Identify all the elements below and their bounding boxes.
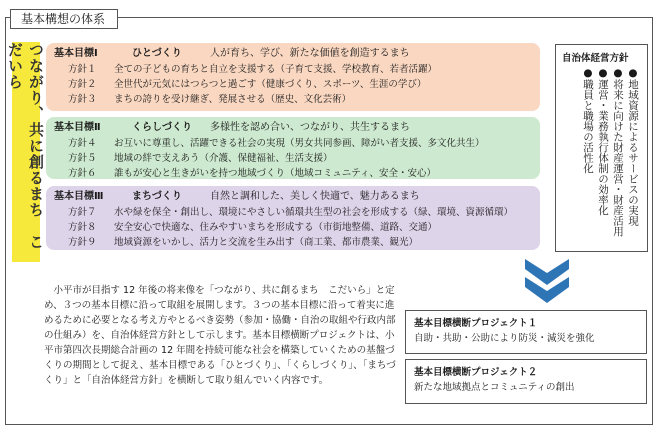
goal-label: 基本目標Ⅲ — [54, 191, 104, 202]
management-item: ●将来に向けた財産運営・財産活用 — [612, 67, 624, 237]
management-item: ●運営・業務執行体制の効率化 — [597, 67, 609, 216]
goal-box-3 — [46, 186, 540, 250]
vision-banner — [6, 42, 45, 262]
policy-text: 水や緑を保全・創出し、環境にやさしい循環共生型の社会を形成する（緑、環境、資源循環） — [114, 207, 514, 218]
project-text: 新たな地域拠点とコミュニティの創出 — [414, 382, 575, 393]
goal-description: 人が育ち、学び、新たな価値を創造するまち — [210, 48, 410, 59]
chevron-down-icon — [523, 257, 571, 307]
policy-text: まちの誇りを受け継ぎ、発展させる（歴史、文化芸術） — [114, 94, 352, 105]
policy-row — [54, 151, 532, 166]
policy-label: 方針４ — [68, 138, 97, 149]
policy-label: 方針１ — [68, 64, 97, 75]
section-title: 基本構想の体系 — [10, 9, 118, 29]
goal-name: くらしづくり — [132, 122, 192, 133]
policy-row — [54, 205, 532, 220]
goal-label: 基本目標Ⅰ — [54, 48, 98, 59]
policy-text: 誰もが安心と生きがいを持つ地域づくり（地域コミュニティ、安全・安心） — [114, 168, 437, 179]
management-item: ●職員と職場の活性化 — [582, 67, 594, 174]
policy-label: 方針８ — [68, 222, 97, 233]
policy-label: 方針５ — [68, 153, 97, 164]
policy-row — [54, 136, 532, 151]
policy-label: 方針３ — [68, 94, 97, 105]
project-box-1 — [405, 310, 647, 354]
policy-row — [54, 166, 532, 181]
goal-name: ひとづくり — [132, 48, 182, 59]
project-text: 自助・共助・公助により防災・減災を強化 — [414, 333, 595, 344]
policy-text: 全世代が元気にはつらつと過ごす（健康づくり、スポーツ、生涯の学び） — [114, 79, 427, 90]
policy-row — [54, 92, 532, 107]
management-policy-box — [555, 44, 648, 252]
project-box-2 — [405, 359, 647, 404]
policy-row — [54, 220, 532, 235]
policy-text: お互いに尊重し、活躍できる社会の実現（男女共同参画、障がい者支援、多文化共生） — [114, 138, 485, 149]
policy-label: 方針９ — [68, 237, 97, 248]
management-item: ●地域資源によるサービスの実現 — [627, 67, 639, 226]
goal-box-1 — [46, 43, 540, 111]
description-paragraph: 小平市が目指す 12 年後の将来像を「つながり、共に創るまち こだいら」と定め、３つの基本目標に沿って取組を展開します。３つの基本目標に沿って着実に進めるために必要となる考え方やとるべき姿勢（参加・協働・自治の取組や行政内部の仕組み）を、自治体経営方針として示します。基本目標横断プロジェクトは、小平市第四次長期総合計画の 12 年間を持続可能な社会を構築していくための基盤づくりの期間として捉え、基本目標である「ひとづくり」、「くらしづくり」、「まちづくり」と「自治体経営方針」を横断して取り組んでいく内容です。 — [44, 285, 396, 386]
policy-row — [54, 77, 532, 92]
policy-row — [54, 235, 532, 250]
project-title: 基本目標横断プロジェクト２ — [414, 367, 538, 378]
goal-description: 多様性を認め合い、つながり、共生するまち — [210, 122, 410, 133]
management-items — [579, 67, 639, 247]
vision-text: つながり、共に創るまち こだいら — [6, 42, 45, 250]
policy-text: 地域の絆で支えあう（介護、保健福祉、生活支援） — [114, 153, 333, 164]
project-title: 基本目標横断プロジェクト１ — [414, 318, 538, 329]
policy-label: 方針７ — [68, 207, 97, 218]
goal-description: 自然と調和した、美しく快適で、魅力あるまち — [210, 191, 420, 202]
policy-row — [54, 62, 532, 77]
goal-label: 基本目標Ⅱ — [54, 122, 101, 133]
policy-text: 全ての子どもの育ちと自立を支援する（子育て支援、学校教育、若者活躍） — [114, 64, 438, 75]
goal-name: まちづくり — [132, 191, 182, 202]
management-title: 自治体経営方針 — [562, 53, 629, 64]
goal-box-2 — [46, 117, 540, 179]
policy-text: 安全安心で快適な、住みやすいまちを形成する（市街地整備、道路、交通） — [114, 222, 438, 233]
policy-label: 方針６ — [68, 168, 97, 179]
policy-text: 地域資源をいかし、活力と交流を生み出す（商工業、都市農業、観光） — [114, 237, 419, 248]
policy-label: 方針２ — [68, 79, 97, 90]
